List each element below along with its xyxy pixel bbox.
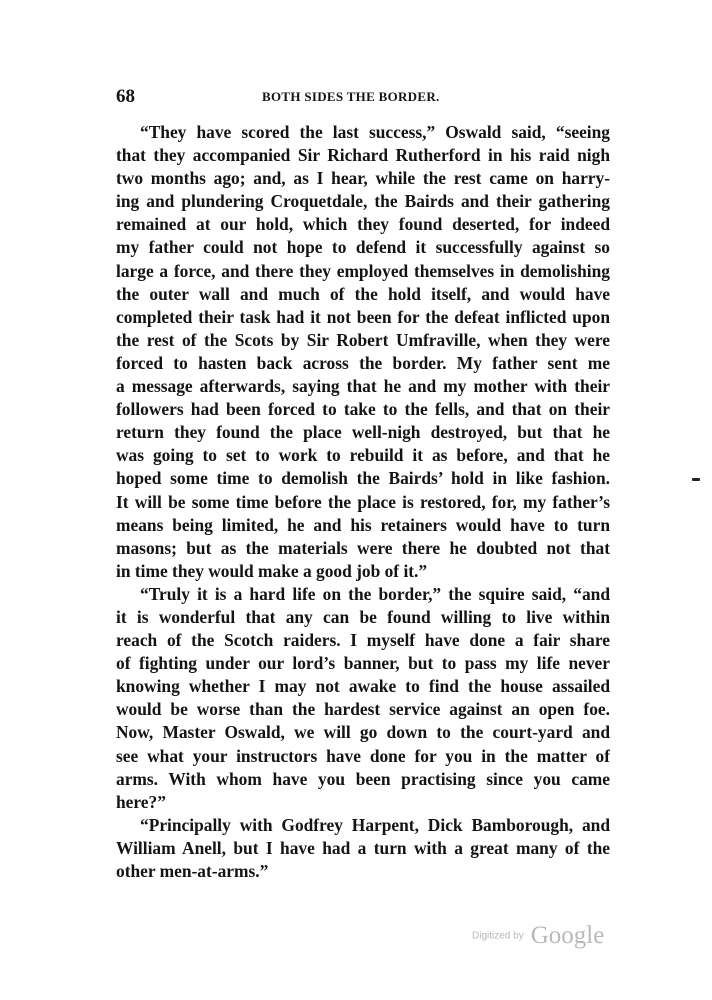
text-line: means being limited, he and his retainers would have to turn (116, 514, 610, 535)
watermark-prefix: Digitized by (472, 930, 524, 942)
text-line: It will be some time before the place is restored, for, my father’s (116, 491, 610, 512)
text-line: large a force, and there they employed themselves in demolishing (116, 260, 610, 281)
text-line: my father could not hope to defend it successfully against so (116, 237, 610, 258)
text-line: “They have scored the last success,” Oswald said, “seeing (140, 122, 610, 142)
text-line: knowing whether I may not awake to find the house assailed (116, 676, 610, 697)
text-line: reach of the Scotch raiders. I myself have done a fair share (116, 630, 610, 651)
text-line: was going to set to work to rebuild it as before, and that he (116, 445, 610, 466)
text-line: masons; but as the materials were there he doubted not that (116, 537, 610, 558)
text-line: ing and plundering Croquetdale, the Bairds and their gathering (116, 191, 610, 212)
google-watermark (472, 922, 604, 952)
text-line: “Truly it is a hard life on the border,” the squire said, “and (140, 583, 610, 604)
text-line: two months ago; and, as I hear, while the rest came on harry- (116, 168, 610, 189)
text-line: hoped some time to demolish the Bairds’ hold in like fashion. (116, 468, 610, 489)
text-line: the outer wall and much of the hold itself, and would have (116, 283, 610, 304)
text-line: a message afterwards, saying that he and my mother with their (116, 376, 610, 397)
text-line: the rest of the Scots by Sir Robert Umfraville, when they were (116, 329, 610, 350)
running-head: BOTH SIDES THE BORDER. (262, 89, 440, 104)
google-logo: Google (530, 922, 605, 949)
text-line: here?” (116, 791, 166, 812)
text-line: see what your instructors have done for you in the matter of (116, 745, 610, 766)
text-line: Now, Master Oswald, we will go down to the court-yard and (116, 722, 610, 743)
text-line: arms. With whom have you been practising since you came (116, 768, 610, 789)
text-line: in time they would make a good job of it.” (116, 560, 428, 581)
text-line: that they accompanied Sir Richard Rutherford in his raid nigh (116, 145, 610, 166)
text-line: William Anell, but I have had a turn with a great many of the (116, 837, 610, 858)
text-line: forced to hasten back across the border. My father sent me (116, 352, 610, 373)
text-line: “Principally with Godfrey Harpent, Dick Bamborough, and (140, 814, 610, 835)
text-line: completed their task had it not been for the defeat inflicted upon (116, 306, 610, 327)
margin-mark (692, 478, 700, 481)
text-line: it is wonderful that any can be found willing to live within (116, 606, 610, 627)
page-number: 68 (116, 86, 135, 107)
text-line: remained at our hold, which they found deserted, for indeed (116, 214, 610, 235)
text-line: other men-at-arms.” (116, 861, 269, 881)
page-header (116, 86, 610, 108)
text-line: of fighting under our lord’s banner, but to pass my life never (116, 653, 610, 674)
text-line: return they found the place well-nigh destroyed, but that he (116, 422, 610, 443)
text-line: followers had been forced to take to the fells, and that on their (116, 399, 610, 420)
body-text (116, 121, 610, 883)
text-line: would be worse than the hardest service against an open foe. (116, 699, 610, 720)
